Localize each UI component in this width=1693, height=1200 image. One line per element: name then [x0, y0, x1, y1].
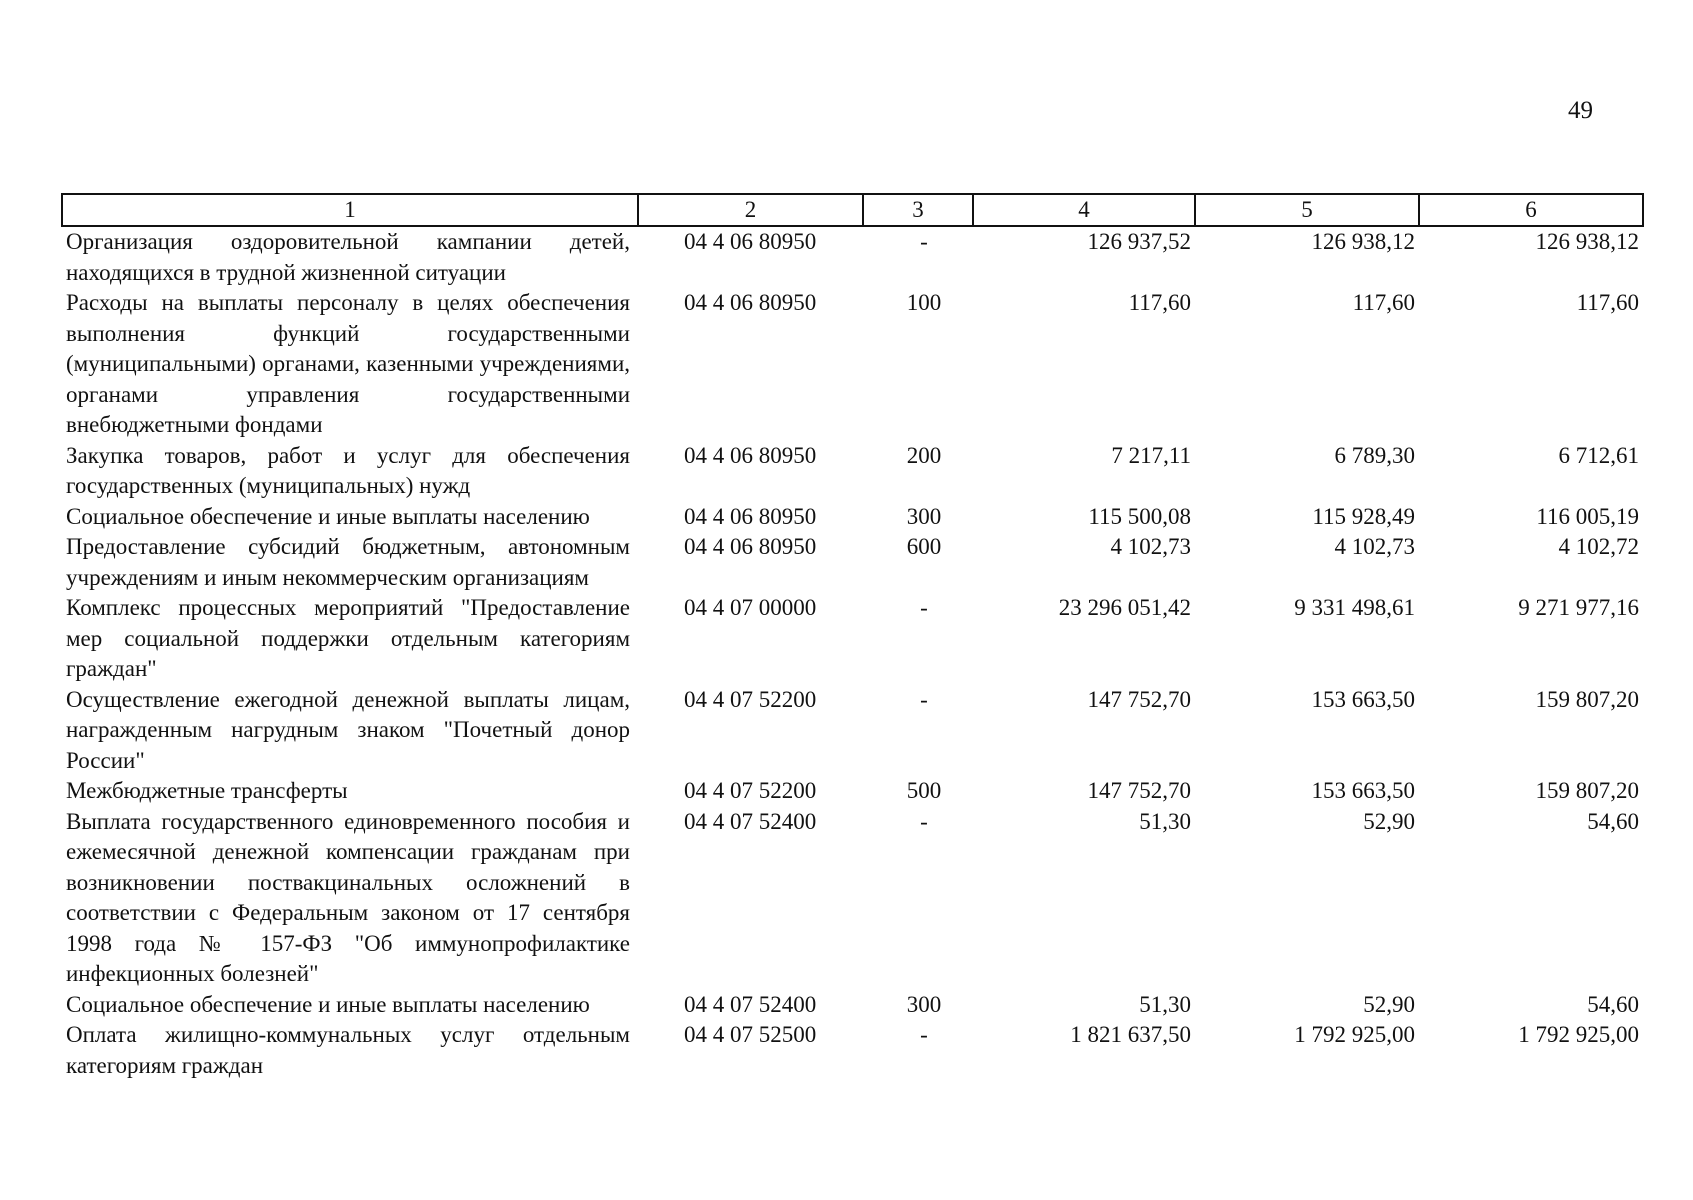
expense-type-code: 500 [906, 778, 942, 803]
expense-name: Межбюджетные трансферты [66, 778, 348, 803]
amount-year-1: 51,30 [1139, 808, 1191, 834]
amount-year-3: 6 712,61 [1558, 442, 1639, 468]
expense-name: Закупка товаров, работ и услуг для обеспечения государственных (муниципальных) нужд [66, 442, 630, 498]
amount-year-2: 153 663,50 [1311, 778, 1415, 803]
amount-year-1: 23 296 051,42 [1058, 595, 1191, 620]
amount-year-2: 4 102,73 [1334, 534, 1415, 559]
amount-year-2: 1 792 925,00 [1294, 1022, 1415, 1047]
amount-year-3: 159 807,20 [1535, 778, 1639, 803]
expense-type-code: 600 [906, 534, 942, 559]
expense-type-code: - [920, 808, 928, 834]
target-article-code: 04 4 07 52400 [684, 991, 817, 1017]
table-row [62, 990, 1643, 1021]
table-row [62, 593, 1643, 685]
table-row [62, 807, 1643, 990]
table-row [62, 226, 1643, 288]
expense-name: Выплата государственного единовременного пособия и ежемесячной денежной компенсации гражданам при возникновении поствакцинальных осложнений в соответствии с Федеральным законом от 17 сентября 1998 года № 157-ФЗ "Об иммунопрофилактике инфекционных болезней" [66, 808, 630, 986]
target-article-code: 04 4 07 52400 [684, 808, 817, 834]
expense-type-code: 200 [906, 442, 942, 468]
amount-year-3: 9 271 977,16 [1518, 595, 1639, 620]
amount-year-2: 126 938,12 [1311, 229, 1415, 254]
amount-year-1: 117,60 [1128, 290, 1191, 315]
expense-name: Комплекс процессных мероприятий "Предоставление мер социальной поддержки отдельным категориям граждан" [66, 595, 630, 681]
target-article-code: 04 4 07 52200 [684, 778, 817, 803]
amount-year-3: 116 005,19 [1536, 503, 1639, 529]
expense-type-code: 100 [906, 290, 942, 315]
column-number-header-row [62, 194, 1643, 226]
target-article-code: 04 4 06 80950 [684, 534, 817, 559]
expense-name: Социальное обеспечение и иные выплаты населению [66, 503, 590, 529]
table-row [62, 441, 1643, 502]
amount-year-3: 159 807,20 [1535, 686, 1639, 712]
target-article-code: 04 4 07 52500 [684, 1022, 817, 1047]
expense-type-code: - [920, 595, 928, 620]
amount-year-2: 52,90 [1363, 991, 1415, 1017]
expense-type-code: - [920, 1022, 928, 1047]
amount-year-3: 54,60 [1587, 808, 1639, 834]
target-article-code: 04 4 06 80950 [684, 442, 817, 468]
expense-name: Организация оздоровительной кампании детей, находящихся в трудной жизненной ситуации [66, 229, 630, 285]
target-article-code: 04 4 06 80950 [684, 229, 817, 254]
amount-year-1: 4 102,73 [1110, 534, 1191, 559]
table-row [62, 776, 1643, 807]
expense-name: Расходы на выплаты персоналу в целях обеспечения выполнения функций государственными (муниципальными) органами, казенными учреждениями, органами управления государственными внебюджетными фондами [66, 290, 630, 437]
target-article-code: 04 4 06 80950 [684, 290, 817, 315]
amount-year-1: 147 752,70 [1087, 686, 1191, 712]
amount-year-2: 6 789,30 [1334, 442, 1415, 468]
table-row [62, 685, 1643, 777]
amount-year-3: 126 938,12 [1535, 229, 1639, 254]
amount-year-1: 7 217,11 [1111, 442, 1191, 468]
amount-year-1: 51,30 [1139, 991, 1191, 1017]
amount-year-3: 1 792 925,00 [1518, 1022, 1639, 1047]
expense-name: Социальное обеспечение и иные выплаты населению [66, 991, 590, 1017]
amount-year-1: 1 821 637,50 [1070, 1022, 1191, 1047]
amount-year-1: 147 752,70 [1087, 778, 1191, 803]
amount-year-1: 126 937,52 [1087, 229, 1191, 254]
target-article-code: 04 4 06 80950 [684, 503, 817, 529]
page-number: 49 [1568, 97, 1593, 124]
column-header: 4 [973, 194, 1195, 226]
expense-type-code: 300 [906, 991, 942, 1017]
amount-year-3: 4 102,72 [1558, 534, 1639, 559]
amount-year-2: 153 663,50 [1311, 686, 1415, 712]
table-row [62, 1020, 1643, 1081]
column-header: 2 [638, 194, 863, 226]
expense-type-code: 300 [906, 503, 942, 529]
expense-name: Осуществление ежегодной денежной выплаты лицам, награжденным нагрудным знаком "Почетный донор России" [66, 686, 630, 773]
column-header: 6 [1419, 194, 1643, 226]
column-header: 5 [1195, 194, 1419, 226]
amount-year-2: 117,60 [1352, 290, 1415, 315]
budget-table [61, 193, 1644, 1081]
amount-year-2: 52,90 [1363, 808, 1415, 834]
expense-name: Оплата жилищно-коммунальных услуг отдельным категориям граждан [66, 1022, 630, 1078]
target-article-code: 04 4 07 52200 [684, 686, 817, 712]
table-row [62, 502, 1643, 533]
column-header: 3 [863, 194, 973, 226]
table-row [62, 288, 1643, 441]
amount-year-2: 9 331 498,61 [1294, 595, 1415, 620]
expense-type-code: - [920, 229, 928, 254]
target-article-code: 04 4 07 00000 [684, 595, 817, 620]
expense-type-code: - [920, 686, 928, 712]
column-header: 1 [62, 194, 638, 226]
expense-name: Предоставление субсидий бюджетным, автономным учреждениям и иным некоммерческим организациям [66, 534, 630, 590]
amount-year-1: 115 500,08 [1088, 503, 1191, 529]
amount-year-3: 117,60 [1576, 290, 1639, 315]
table-row [62, 532, 1643, 593]
amount-year-2: 115 928,49 [1312, 503, 1415, 529]
amount-year-3: 54,60 [1587, 991, 1639, 1017]
